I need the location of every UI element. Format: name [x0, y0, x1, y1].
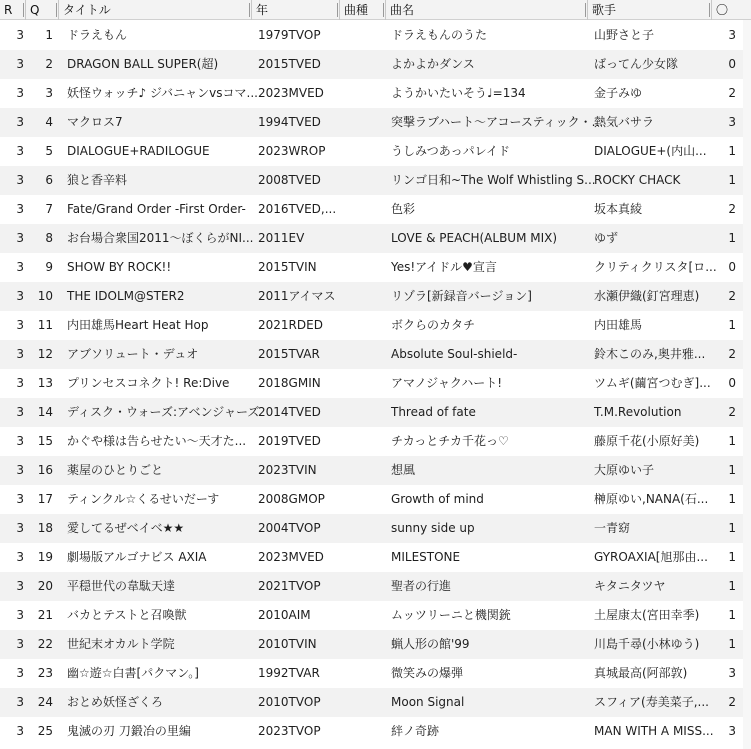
cell-r: 3 — [16, 550, 24, 564]
table-row[interactable] — [0, 398, 751, 427]
cell-o: 3 — [728, 724, 736, 738]
cell-o: 2 — [728, 695, 736, 709]
cell-year: 1992TVAR — [258, 666, 320, 680]
table-row[interactable] — [0, 601, 751, 630]
cell-q: 21 — [37, 608, 53, 622]
cell-year: 2023MVED — [258, 86, 324, 100]
cell-q: 6 — [45, 173, 53, 187]
cell-o: 2 — [728, 347, 736, 361]
cell-year: 2023MVED — [258, 550, 324, 564]
cell-title: DRAGON BALL SUPER(超) — [67, 57, 219, 71]
cell-r: 3 — [16, 724, 24, 738]
cell-year: 2018GMIN — [258, 376, 321, 390]
cell-o: 1 — [728, 231, 736, 245]
cell-title: 愛してるぜベイベ★★ — [67, 521, 185, 535]
cell-song: 蝋人形の館'99 — [391, 637, 470, 651]
cell-q: 18 — [37, 521, 53, 535]
cell-title: 鬼滅の刃 刀鍛冶の里編 — [67, 724, 191, 738]
cell-year: 2015TVAR — [258, 347, 320, 361]
cell-r: 3 — [16, 666, 24, 680]
cell-artist: 川島千尋(小林ゆう) — [594, 637, 700, 651]
cell-title: おとめ妖怪ざくろ — [67, 695, 164, 709]
cell-r: 3 — [16, 86, 24, 100]
cell-year: 2011EV — [258, 231, 305, 245]
cell-title: THE IDOLM@STER2 — [67, 289, 185, 303]
table-row[interactable] — [0, 50, 751, 79]
column-header-o[interactable]: 〇 — [716, 3, 729, 17]
cell-q: 3 — [45, 86, 53, 100]
cell-q: 19 — [37, 550, 53, 564]
cell-q: 10 — [37, 289, 53, 303]
table-header — [0, 0, 751, 20]
cell-q: 20 — [37, 579, 53, 593]
cell-artist: ばってん少女隊 — [594, 57, 679, 71]
cell-song: ドラえもんのうた — [391, 28, 488, 42]
column-header-kind[interactable]: 曲種 — [340, 0, 386, 20]
cell-song: チカっとチカ千花っ♡ — [391, 434, 509, 448]
cell-title: Fate/Grand Order -First Order- — [67, 202, 246, 216]
cell-r: 3 — [16, 318, 24, 332]
cell-year: 2016TVED,... — [258, 202, 337, 216]
column-resize-handle[interactable] — [56, 3, 57, 17]
cell-artist: T.M.Revolution — [594, 405, 682, 419]
cell-year: 2004TVOP — [258, 521, 321, 535]
cell-q: 17 — [37, 492, 53, 506]
cell-song: ボクらのカタチ — [391, 318, 476, 332]
cell-o: 1 — [728, 144, 736, 158]
cell-year: 2023TVIN — [258, 463, 317, 477]
cell-r: 3 — [16, 463, 24, 477]
cell-o: 1 — [728, 318, 736, 332]
cell-artist: 大原ゆい子 — [594, 463, 655, 477]
table-row[interactable] — [0, 108, 751, 137]
table-row[interactable] — [0, 572, 751, 601]
cell-song: ようかいたいそう♩=134 — [391, 86, 526, 100]
cell-artist: 榊原ゆい,NANA(石... — [594, 492, 709, 506]
cell-year: 2023TVOP — [258, 724, 321, 738]
cell-artist: DIALOGUE+(内山... — [594, 144, 707, 158]
cell-r: 3 — [16, 579, 24, 593]
cell-r: 3 — [16, 608, 24, 622]
cell-artist: 真城最高(阿部敦) — [594, 666, 688, 680]
cell-q: 4 — [45, 115, 53, 129]
cell-artist: ツムギ(繭宮つむぎ]... — [594, 376, 711, 390]
cell-title: バカとテストと召喚獣 — [67, 608, 187, 622]
table-row[interactable] — [0, 543, 751, 572]
cell-o: 1 — [728, 637, 736, 651]
cell-year: 2011アイマス — [258, 289, 336, 303]
cell-song: ムッツリーニと機関銃 — [391, 608, 511, 622]
cell-title: ドラえもん — [67, 28, 128, 42]
cell-q: 7 — [45, 202, 53, 216]
table-row[interactable] — [0, 311, 751, 340]
cell-year: 2021TVOP — [258, 579, 321, 593]
cell-artist: 金子みゆ — [594, 86, 643, 100]
cell-title: マクロス7 — [67, 115, 123, 129]
cell-o: 1 — [728, 608, 736, 622]
column-header-artist[interactable]: 歌手 — [588, 0, 712, 20]
cell-year: 1994TVED — [258, 115, 321, 129]
cell-o: 1 — [728, 521, 736, 535]
cell-title: 平穏世代の韋駄天達 — [67, 579, 176, 593]
cell-r: 3 — [16, 492, 24, 506]
table-row[interactable] — [0, 21, 751, 50]
cell-song: リンゴ日和~The Wolf Whistling S... — [391, 173, 596, 187]
column-resize-handle[interactable] — [383, 3, 384, 17]
column-resize-handle[interactable] — [585, 3, 586, 17]
table-row[interactable] — [0, 717, 751, 746]
cell-artist: 鈴木このみ,奥井雅... — [594, 347, 706, 361]
vertical-scrollbar[interactable] — [743, 20, 751, 749]
cell-q: 8 — [45, 231, 53, 245]
table-row[interactable] — [0, 456, 751, 485]
cell-artist: 一青窈 — [594, 521, 631, 535]
cell-title: 妖怪ウォッチ♪ ジバニャンvsコマ... — [67, 86, 258, 100]
cell-q: 13 — [37, 376, 53, 390]
cell-artist: MAN WITH A MISS... — [594, 724, 714, 738]
cell-artist: 水瀬伊織(釘宮理恵) — [594, 289, 700, 303]
cell-o: 1 — [728, 463, 736, 477]
cell-year: 2023WROP — [258, 144, 326, 158]
cell-q: 11 — [37, 318, 53, 332]
table-row[interactable] — [0, 137, 751, 166]
cell-song: よかよかダンス — [391, 57, 475, 71]
table-row[interactable] — [0, 485, 751, 514]
cell-song: MILESTONE — [391, 550, 461, 564]
cell-title: 薬屋のひとりごと — [67, 463, 164, 477]
table-row[interactable] — [0, 688, 751, 717]
table-row[interactable] — [0, 195, 751, 224]
cell-o: 0 — [728, 260, 736, 274]
cell-song: LOVE & PEACH(ALBUM MIX) — [391, 231, 558, 245]
cell-artist: 熱気バサラ — [594, 115, 655, 129]
cell-o: 1 — [728, 550, 736, 564]
cell-song: sunny side up — [391, 521, 475, 535]
table-row[interactable] — [0, 282, 751, 311]
cell-o: 0 — [728, 57, 736, 71]
cell-q: 9 — [45, 260, 53, 274]
cell-r: 3 — [16, 347, 24, 361]
cell-year: 1979TVOP — [258, 28, 321, 42]
cell-year: 2019TVED — [258, 434, 321, 448]
cell-year: 2010TVIN — [258, 637, 317, 651]
cell-q: 12 — [37, 347, 53, 361]
cell-song: Thread of fate — [391, 405, 476, 419]
cell-q: 1 — [45, 28, 53, 42]
cell-artist: 山野さと子 — [594, 28, 655, 42]
cell-song: アマノジャクハート! — [391, 376, 503, 390]
cell-r: 3 — [16, 695, 24, 709]
cell-r: 3 — [16, 405, 24, 419]
cell-artist: ゆず — [594, 231, 619, 245]
cell-title: 世紀末オカルト学院 — [67, 637, 175, 651]
column-header-song[interactable]: 曲名 — [386, 0, 588, 20]
cell-o: 1 — [728, 434, 736, 448]
cell-r: 3 — [16, 376, 24, 390]
column-header-year[interactable]: 年 — [252, 0, 340, 20]
cell-q: 22 — [37, 637, 53, 651]
table-row[interactable] — [0, 166, 751, 195]
cell-song: 色彩 — [391, 202, 416, 216]
cell-year: 2015TVED — [258, 57, 321, 71]
cell-artist: GYROAXIA[旭那由... — [594, 550, 708, 564]
cell-song: リゾラ[新録音バージョン] — [391, 289, 532, 303]
cell-r: 3 — [16, 202, 24, 216]
cell-r: 3 — [16, 173, 24, 187]
cell-title: お台場合衆国2011〜ぼくらがNI... — [67, 231, 254, 245]
column-resize-handle[interactable] — [709, 3, 710, 17]
cell-q: 24 — [37, 695, 53, 709]
cell-o: 0 — [728, 376, 736, 390]
table-row[interactable] — [0, 427, 751, 456]
cell-artist: クリティクリスタ[ロ... — [594, 260, 717, 274]
cell-title: プリンセスコネクト! Re:Dive — [67, 376, 230, 390]
cell-r: 3 — [16, 637, 24, 651]
cell-year: 2021RDED — [258, 318, 323, 332]
cell-title: 内田雄馬Heart Heat Hop — [67, 318, 209, 332]
cell-r: 3 — [16, 260, 24, 274]
column-header-r[interactable]: R — [0, 0, 26, 20]
cell-year: 2010TVOP — [258, 695, 321, 709]
cell-r: 3 — [16, 144, 24, 158]
cell-year: 2014TVED — [258, 405, 321, 419]
cell-year: 2010AIM — [258, 608, 311, 622]
cell-r: 3 — [16, 57, 24, 71]
cell-song: Growth of mind — [391, 492, 484, 506]
cell-q: 15 — [37, 434, 53, 448]
cell-o: 3 — [728, 28, 736, 42]
cell-song: うしみつあっパレイド — [391, 144, 511, 158]
cell-r: 3 — [16, 115, 24, 129]
cell-o: 2 — [728, 289, 736, 303]
column-resize-handle[interactable] — [337, 3, 338, 17]
cell-o: 2 — [728, 405, 736, 419]
cell-o: 3 — [728, 666, 736, 680]
cell-r: 3 — [16, 231, 24, 245]
cell-year: 2008GMOP — [258, 492, 325, 506]
table-row[interactable] — [0, 253, 751, 282]
cell-q: 23 — [37, 666, 53, 680]
table-row[interactable] — [0, 340, 751, 369]
cell-q: 5 — [45, 144, 53, 158]
cell-song: 絆ノ奇跡 — [391, 724, 440, 738]
cell-title: 幽☆遊☆白書[パクマン。] — [67, 666, 199, 680]
cell-q: 16 — [37, 463, 53, 477]
cell-title: 劇場版アルゴナビス AXIA — [67, 550, 207, 564]
cell-r: 3 — [16, 434, 24, 448]
cell-song: 想風 — [391, 463, 416, 477]
cell-q: 2 — [45, 57, 53, 71]
cell-o: 1 — [728, 173, 736, 187]
cell-q: 25 — [37, 724, 53, 738]
cell-artist: キタニタツヤ — [594, 579, 666, 593]
cell-song: 突撃ラブハート〜アコースティック・... — [391, 115, 604, 129]
cell-title: ティンクル☆くるせいだーす — [67, 492, 220, 506]
table-row[interactable] — [0, 514, 751, 543]
cell-song: Yes!アイドル♥宣言 — [391, 260, 497, 274]
cell-o: 1 — [728, 579, 736, 593]
cell-title: ディスク・ウォーズ:アベンジャーズ — [67, 405, 260, 419]
cell-artist: 坂本真綾 — [594, 202, 643, 216]
table-row[interactable] — [0, 224, 751, 253]
cell-o: 1 — [728, 492, 736, 506]
cell-o: 3 — [728, 115, 736, 129]
table-row[interactable] — [0, 369, 751, 398]
column-header-q[interactable]: Q — [26, 0, 59, 20]
cell-year: 2008TVED — [258, 173, 321, 187]
cell-title: 狼と香辛料 — [67, 173, 128, 187]
cell-o: 2 — [728, 86, 736, 100]
cell-song: 微笑みの爆弾 — [391, 666, 464, 680]
cell-q: 14 — [37, 405, 53, 419]
cell-title: SHOW BY ROCK!! — [67, 260, 172, 274]
column-resize-handle[interactable] — [249, 3, 250, 17]
column-header-title[interactable]: タイトル — [59, 0, 252, 20]
cell-title: かぐや様は告らせたい〜天才た... — [67, 434, 247, 448]
table-row[interactable] — [0, 630, 751, 659]
column-resize-handle[interactable] — [23, 3, 24, 17]
table-row[interactable] — [0, 659, 751, 688]
cell-r: 3 — [16, 28, 24, 42]
cell-artist: ROCKY CHACK — [594, 173, 681, 187]
cell-artist: スフィア(寿美菜子,... — [594, 695, 709, 709]
table-row[interactable] — [0, 79, 751, 108]
cell-r: 3 — [16, 289, 24, 303]
cell-title: アブソリュート・デュオ — [67, 347, 199, 361]
cell-year: 2015TVIN — [258, 260, 317, 274]
cell-r: 3 — [16, 521, 24, 535]
cell-song: 聖者の行進 — [391, 579, 452, 593]
cell-song: Absolute Soul-shield- — [391, 347, 518, 361]
cell-artist: 土屋康太(宮田幸季) — [594, 608, 700, 622]
cell-o: 2 — [728, 202, 736, 216]
cell-song: Moon Signal — [391, 695, 465, 709]
cell-artist: 藤原千花(小原好美) — [594, 434, 700, 448]
cell-artist: 内田雄馬 — [594, 318, 643, 332]
cell-title: DIALOGUE+RADILOGUE — [67, 144, 210, 158]
